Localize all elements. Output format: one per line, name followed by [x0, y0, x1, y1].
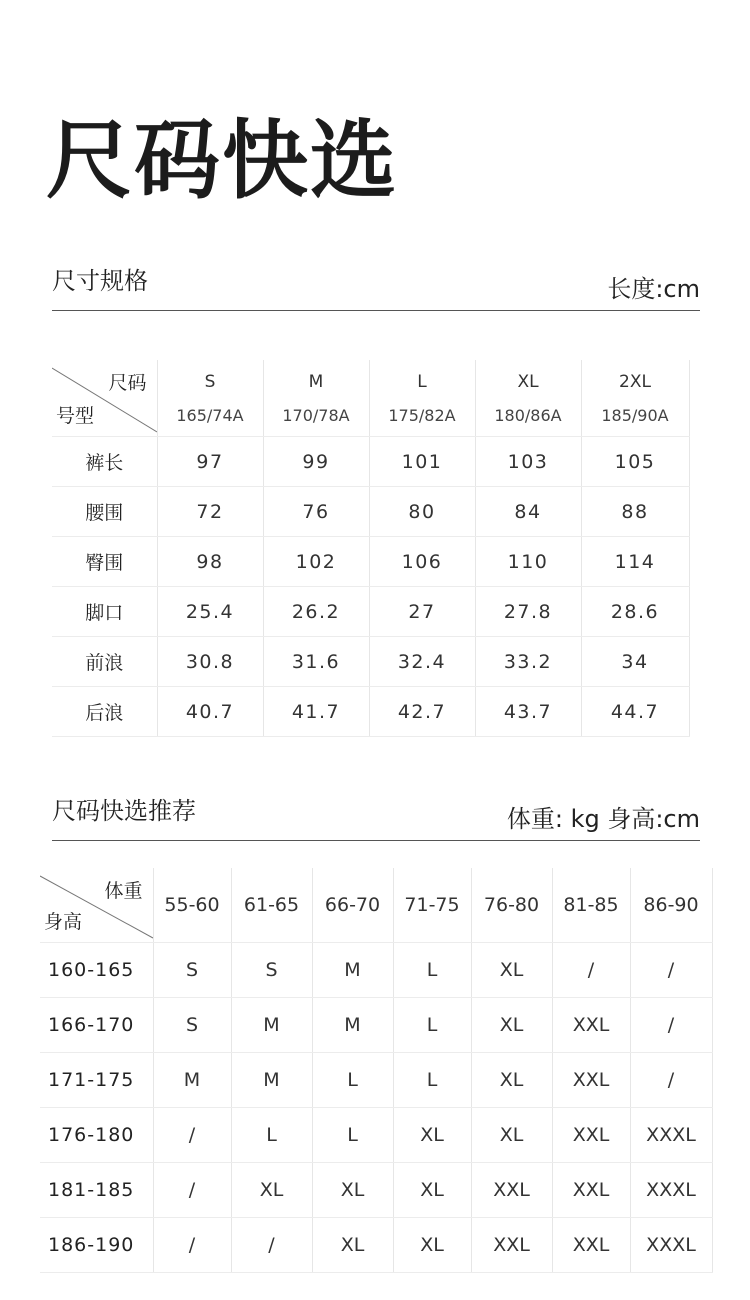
recommended-size: XXL	[471, 1163, 552, 1218]
measurement-value: 26.2	[263, 587, 369, 637]
weight-column-header: 86-90	[630, 868, 712, 943]
measurement-label: 臀围	[52, 537, 157, 587]
recommended-size: /	[153, 1163, 231, 1218]
measurement-label: 裤长	[52, 437, 157, 487]
recommended-size: L	[393, 998, 471, 1053]
measurement-label: 脚口	[52, 587, 157, 637]
recommended-size: XXL	[552, 1108, 630, 1163]
page-title: 尺码快选	[46, 111, 398, 211]
recommended-size: /	[552, 943, 630, 998]
measurement-value: 41.7	[263, 687, 369, 737]
rec-row	[40, 1163, 712, 1218]
height-range-label: 186-190	[40, 1218, 153, 1273]
recommended-size: XL	[312, 1218, 393, 1273]
spec-row	[52, 537, 689, 587]
rec-row	[40, 1108, 712, 1163]
measurement-value: 101	[369, 437, 475, 487]
measurement-label: 后浪	[52, 687, 157, 737]
weight-column-header: 66-70	[312, 868, 393, 943]
measurement-value: 103	[475, 437, 581, 487]
spec-row	[52, 687, 689, 737]
height-range-label: 171-175	[40, 1053, 153, 1108]
recommended-size: M	[231, 1053, 312, 1108]
weight-column-header: 61-65	[231, 868, 312, 943]
recommended-size: XXL	[552, 1218, 630, 1273]
measurement-value: 34	[581, 637, 689, 687]
recommended-size: L	[393, 1053, 471, 1108]
size-spec-table	[52, 360, 690, 737]
size-column-header	[369, 360, 475, 437]
corner-top-label: 体重	[104, 880, 143, 902]
height-range-label: 160-165	[40, 943, 153, 998]
recommended-size: XL	[471, 943, 552, 998]
measurement-value: 106	[369, 537, 475, 587]
recommended-size: M	[231, 998, 312, 1053]
recommended-size: XL	[231, 1163, 312, 1218]
measurement-value: 43.7	[475, 687, 581, 737]
measurement-value: 44.7	[581, 687, 689, 737]
size-type: 180/86A	[494, 405, 562, 425]
measurement-label: 前浪	[52, 637, 157, 687]
size-type: 170/78A	[282, 405, 350, 425]
measurement-value: 27.8	[475, 587, 581, 637]
measurement-value: 27	[369, 587, 475, 637]
size-column-header	[581, 360, 689, 437]
measurement-value: 99	[263, 437, 369, 487]
recommended-size: XL	[471, 1053, 552, 1108]
size-name: L	[417, 371, 427, 392]
recommended-size: XXL	[471, 1218, 552, 1273]
size-name: M	[308, 371, 324, 392]
recommended-size: S	[231, 943, 312, 998]
spec-row	[52, 437, 689, 487]
recommended-size: XXL	[552, 1163, 630, 1218]
recommended-size: /	[153, 1108, 231, 1163]
recommended-size: XL	[471, 1108, 552, 1163]
size-column-header	[263, 360, 369, 437]
size-column-header	[475, 360, 581, 437]
measurement-value: 76	[263, 487, 369, 537]
measurement-value: 31.6	[263, 637, 369, 687]
recommended-size: XL	[393, 1218, 471, 1273]
size-recommendation-table	[40, 868, 713, 1273]
rec-row	[40, 1218, 712, 1273]
recommended-size: XXXL	[630, 1163, 712, 1218]
size-type: 185/90A	[601, 405, 669, 425]
recommended-size: /	[630, 943, 712, 998]
recommended-size: /	[630, 998, 712, 1053]
spec-row	[52, 587, 689, 637]
spec-section-header	[52, 267, 700, 311]
corner-bottom-label: 身高	[44, 911, 83, 933]
recommended-size: S	[153, 998, 231, 1053]
measurement-value: 42.7	[369, 687, 475, 737]
measurement-value: 88	[581, 487, 689, 537]
recommended-size: S	[153, 943, 231, 998]
measurement-value: 40.7	[157, 687, 263, 737]
corner-header-cell	[40, 868, 153, 943]
size-name: S	[204, 371, 216, 392]
recommended-size: /	[153, 1218, 231, 1273]
recommended-size: M	[312, 998, 393, 1053]
measurement-value: 102	[263, 537, 369, 587]
size-name: XL	[517, 371, 539, 392]
rec-section-header	[52, 797, 700, 841]
recommended-size: M	[153, 1053, 231, 1108]
recommended-size: XL	[471, 998, 552, 1053]
size-type: 165/74A	[176, 405, 244, 425]
rec-row	[40, 998, 712, 1053]
recommended-size: XL	[312, 1163, 393, 1218]
measurement-value: 28.6	[581, 587, 689, 637]
size-type: 175/82A	[388, 405, 456, 425]
recommended-size: L	[312, 1108, 393, 1163]
corner-top-label: 尺码	[108, 372, 147, 394]
size-name: 2XL	[619, 371, 651, 392]
weight-column-header: 76-80	[471, 868, 552, 943]
measurement-value: 98	[157, 537, 263, 587]
measurement-value: 114	[581, 537, 689, 587]
recommended-size: XXXL	[630, 1108, 712, 1163]
measurement-value: 25.4	[157, 587, 263, 637]
recommended-size: L	[312, 1053, 393, 1108]
recommended-size: XL	[393, 1108, 471, 1163]
rec-header-row	[40, 868, 712, 943]
recommended-size: /	[630, 1053, 712, 1108]
measurement-value: 32.4	[369, 637, 475, 687]
height-range-label: 166-170	[40, 998, 153, 1053]
recommended-size: M	[312, 943, 393, 998]
spec-row	[52, 637, 689, 687]
spec-section-title: 尺寸规格	[52, 267, 148, 295]
recommended-size: L	[231, 1108, 312, 1163]
recommended-size: XXL	[552, 1053, 630, 1108]
rec-section-title: 尺码快选推荐	[52, 797, 196, 825]
spec-row	[52, 487, 689, 537]
corner-header-cell	[52, 360, 157, 437]
recommended-size: XXXL	[630, 1218, 712, 1273]
measurement-value: 97	[157, 437, 263, 487]
measurement-value: 33.2	[475, 637, 581, 687]
weight-column-header: 81-85	[552, 868, 630, 943]
measurement-value: 105	[581, 437, 689, 487]
measurement-label: 腰围	[52, 487, 157, 537]
size-column-header	[157, 360, 263, 437]
rec-row	[40, 1053, 712, 1108]
rec-unit-label: 体重: kg 身高:cm	[506, 805, 700, 833]
weight-column-header: 71-75	[393, 868, 471, 943]
recommended-size: XXL	[552, 998, 630, 1053]
spec-header-row	[52, 360, 689, 437]
recommended-size: /	[231, 1218, 312, 1273]
rec-row	[40, 943, 712, 998]
measurement-value: 84	[475, 487, 581, 537]
corner-bottom-label: 号型	[56, 405, 95, 427]
spec-unit-label: 长度:cm	[607, 275, 700, 303]
recommended-size: XL	[393, 1163, 471, 1218]
height-range-label: 176-180	[40, 1108, 153, 1163]
measurement-value: 72	[157, 487, 263, 537]
height-range-label: 181-185	[40, 1163, 153, 1218]
measurement-value: 110	[475, 537, 581, 587]
weight-column-header: 55-60	[153, 868, 231, 943]
recommended-size: L	[393, 943, 471, 998]
measurement-value: 80	[369, 487, 475, 537]
measurement-value: 30.8	[157, 637, 263, 687]
